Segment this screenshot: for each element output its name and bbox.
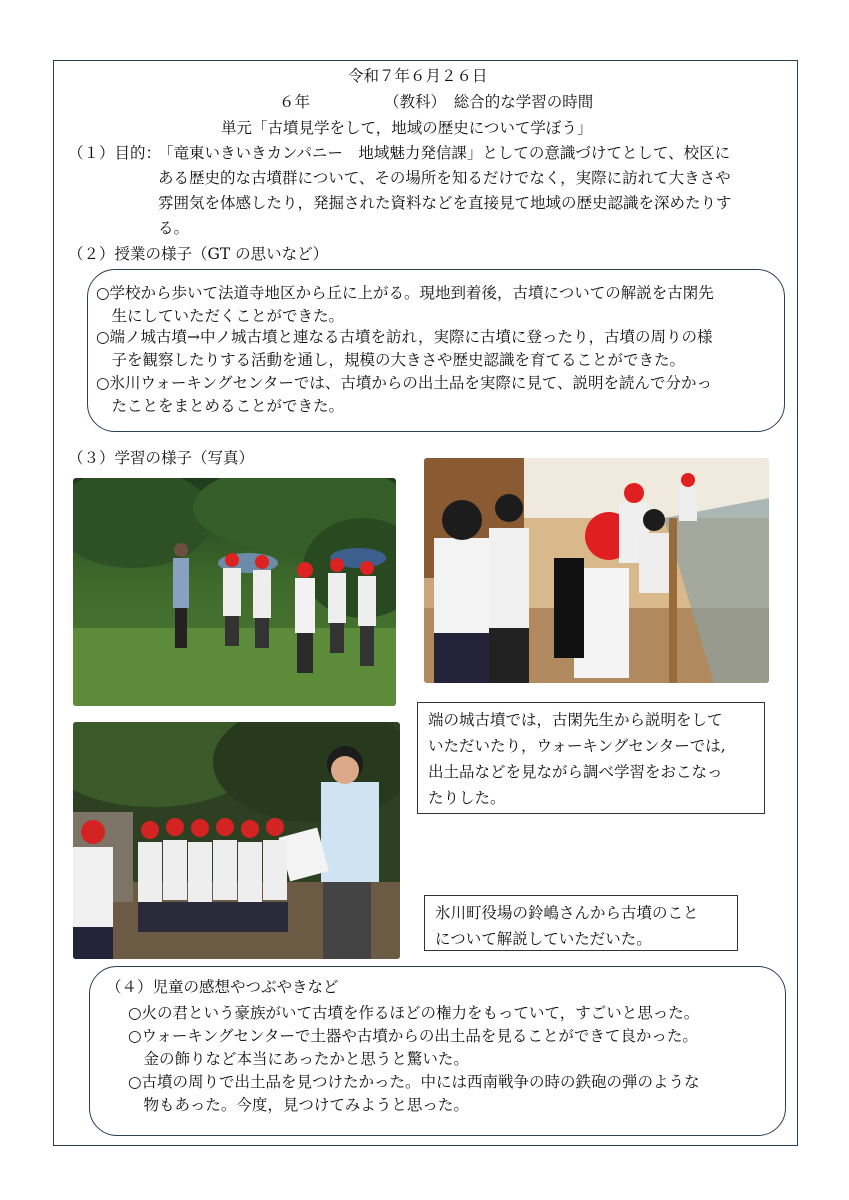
date-text: 令和７年６月２６日 — [348, 67, 488, 85]
lesson-line: 子を観察したりする活動を通し，規模の大きさや歴史認識を育てることができた。 — [96, 351, 686, 369]
caption-box-2 — [424, 895, 738, 951]
caption-1-line: 出土品などを見ながら調べ学習をおこなっ — [428, 763, 723, 781]
lesson-line: たことをまとめることができた。 — [96, 397, 345, 415]
caption-2-line: 氷川町役場の鈴嶋さんから古墳のこと — [435, 904, 699, 922]
photos-heading: （３）学習の様子（写真） — [68, 449, 255, 467]
photo-forest-walk — [73, 478, 396, 706]
caption-2-line: について解説していただいた。 — [435, 930, 652, 948]
grade-text: ６年 — [279, 93, 311, 111]
impression-line: 金の飾りなど本当にあったかと思うと驚いた。 — [128, 1050, 469, 1068]
photo-forest-walk-image — [73, 478, 396, 706]
impression-line: 物もあった。今度，見つけてみようと思った。 — [128, 1096, 469, 1114]
impression-line: ○古墳の周りで出土品を見つけたかった。中には西南戦争の時の鉄砲の弾のような — [128, 1073, 700, 1091]
lesson-line: ○端ノ城古墳→中ノ城古墳と連なる古墳を訪れ，実際に古墳に登ったり，古墳の周りの様 — [96, 328, 713, 346]
impressions-heading: （４）児童の感想やつぶやきなど — [106, 978, 339, 996]
impression-line: ○ウォーキングセンターで土器や古墳からの出土品を見ることができて良かった。 — [128, 1027, 698, 1045]
caption-1-line: たりした。 — [428, 789, 506, 807]
purpose-line: ある歴史的な古墳群について、その場所を知るだけでなく，実際に訪れて大きさや — [158, 169, 731, 187]
photo-explanation-group — [73, 722, 400, 959]
lesson-line: ○学校から歩いて法道寺地区から丘に上がる。現地到着後，古墳についての解説を古閑先 — [96, 284, 714, 302]
caption-1-line: 端の城古墳では，古閑先生から説明をして — [428, 711, 723, 729]
purpose-line: る。 — [158, 219, 190, 237]
lesson-line: 生にしていただくことができた。 — [96, 307, 345, 325]
purpose-heading: （１）目的： — [68, 144, 162, 162]
purpose-line: 雰囲気を体感したり，発掘された資料などを直接見て地域の歴史認識を深めたりす — [158, 194, 732, 212]
lesson-heading: （２）授業の様子（GT の思いなど） — [68, 245, 329, 263]
subject-text: （教科） 総合的な学習の時間 — [384, 93, 594, 111]
impression-line: ○火の君という豪族がいて古墳を作るほどの権力をもっていて，すごいと思った。 — [128, 1004, 700, 1022]
photo-walking-center — [424, 458, 769, 683]
caption-1-line: いただいたり，ウォーキングセンターでは, — [428, 737, 726, 755]
caption-box-1 — [417, 702, 765, 814]
photo-walking-center-image — [424, 458, 769, 683]
photo-explanation-group-image — [73, 722, 400, 959]
lesson-line: ○氷川ウォーキングセンターでは、古墳からの出土品を実際に見て、説明を読んで分かっ — [96, 374, 713, 392]
unit-title: 単元「古墳見学をして，地域の歴史について学ぼう」 — [221, 119, 593, 137]
purpose-line: 「竜東いきいきカンパニー 地域魅力発信課」としての意識づけてとして、校区に — [158, 144, 731, 162]
